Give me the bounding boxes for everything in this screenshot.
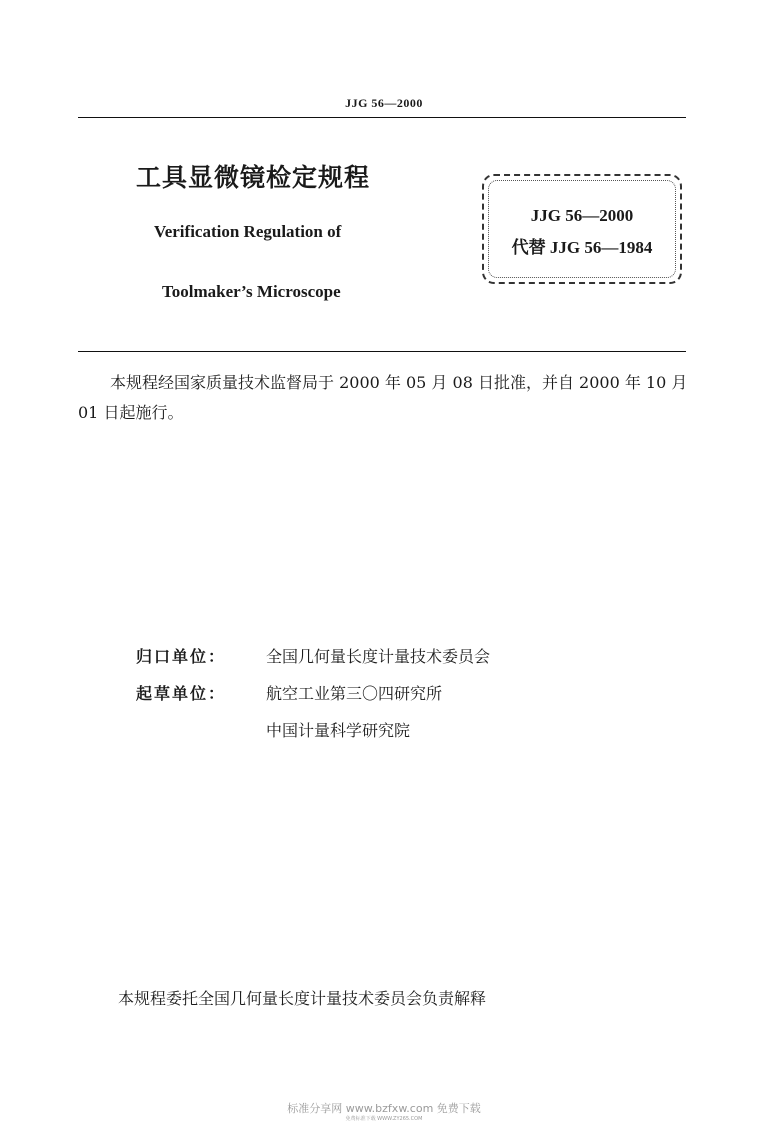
drafting-org-value-1: 航空工业第三〇四研究所	[266, 684, 443, 703]
interpretation-statement: 本规程委托全国几何量长度计量技术委员会负责解释	[118, 989, 487, 1008]
approval-statement: 本规程经国家质量技术监督局于 2000 年 05 月 08 日批准，并自 2000 年 10 月 01 日起施行。	[78, 373, 688, 422]
section-rule	[78, 351, 686, 352]
drafting-org-label: 起草单位：	[136, 684, 227, 703]
footer-watermark-small: 免费标准下载 WWW.ZY265.COM	[345, 1116, 423, 1122]
stamp-replaces: 代替 JJG 56—1984	[511, 238, 653, 257]
stamp-code: JJG 56—2000	[530, 206, 634, 225]
code-stamp-inner-border	[488, 180, 676, 278]
title-english-line1: Verification Regulation of	[154, 222, 342, 241]
responsible-org-label: 归口单位：	[136, 647, 227, 666]
title-chinese: 工具显微镜检定规程	[136, 163, 371, 192]
responsible-org-value: 全国几何量长度计量技术委员会	[266, 647, 491, 666]
header-rule	[78, 117, 686, 118]
document-code-header: JJG 56—2000	[345, 96, 423, 110]
drafting-org-row	[136, 681, 442, 704]
responsible-org-row	[136, 644, 490, 667]
title-english-line2: Toolmaker’s Microscope	[162, 282, 341, 301]
code-stamp-box	[482, 174, 682, 284]
footer-watermark: 标准分享网 www.bzfxw.com 免费下载	[287, 1102, 481, 1115]
drafting-org-value-2: 中国计量科学研究院	[266, 721, 411, 740]
